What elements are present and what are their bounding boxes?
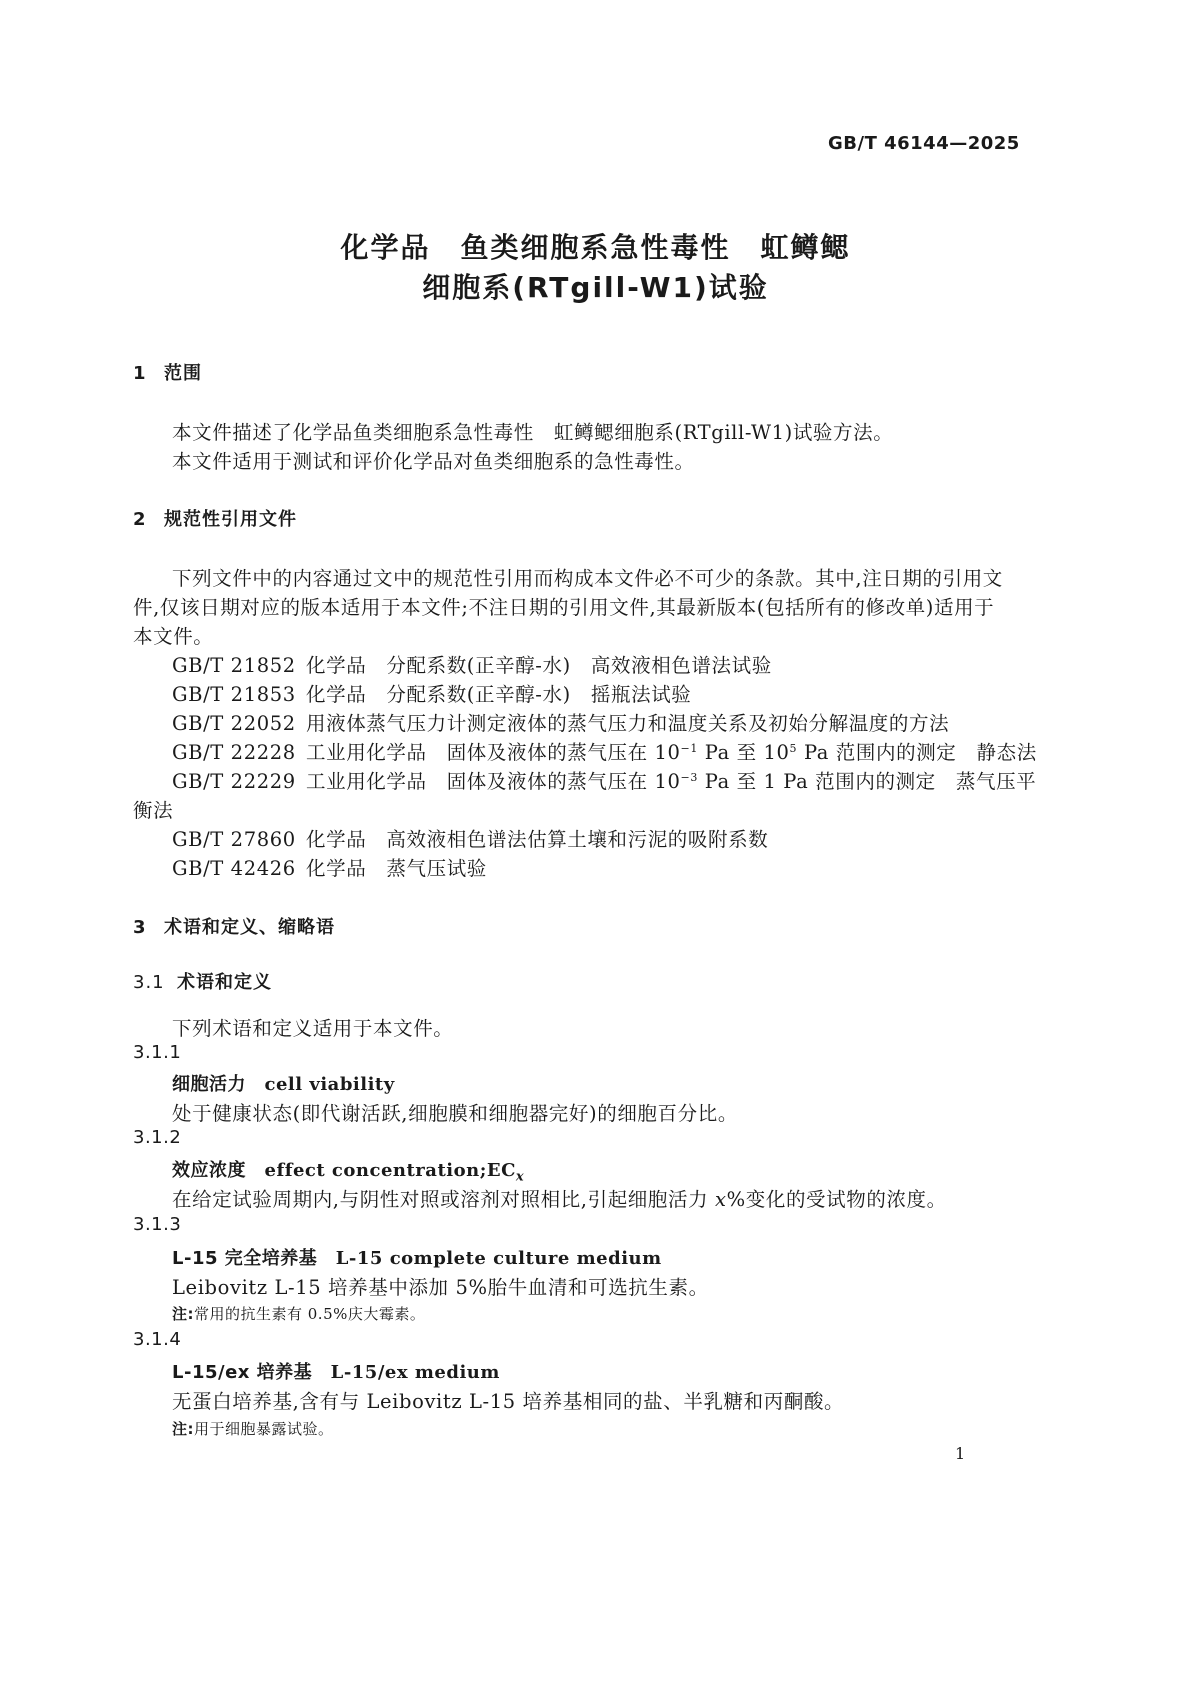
reference-title: 化学品 分配系数(正辛醇-水) 摇瓶法试验 (306, 683, 692, 706)
reference-item (172, 737, 1037, 765)
term-abbreviation: $EC_x$ (486, 1160, 525, 1185)
section-3-heading (133, 913, 335, 939)
reference-code: GB/T 22228 (172, 741, 296, 764)
term-number: 3.1.3 (133, 1214, 182, 1235)
term-number: 3.1.1 (133, 1042, 182, 1063)
paragraph: 下列术语和定义适用于本文件。 (172, 1017, 454, 1040)
section-1-heading (133, 359, 202, 385)
term-zh: 细胞活力 (172, 1074, 246, 1095)
note-label: 注: (172, 1420, 194, 1438)
term-heading (172, 1244, 662, 1270)
document-title-line-2: 细胞系(RTgill-W1)试验 (422, 271, 769, 304)
term-heading: 效应浓度 effect $concentration;EC_x$ (172, 1160, 525, 1185)
term-zh: L-15/ex 培养基 (172, 1362, 313, 1383)
term-zh: 效应浓度 (172, 1160, 246, 1181)
reference-item (172, 824, 768, 852)
section-number: 3 (133, 917, 147, 938)
paragraph-line: 本文件。 (133, 625, 214, 648)
reference-item (172, 708, 949, 736)
subsection-3-1-heading (133, 968, 272, 994)
term-en: cell viability (264, 1074, 395, 1095)
reference-code: GB/T 42426 (172, 857, 296, 880)
term-number: 3.1.2 (133, 1127, 182, 1148)
term-note (172, 1418, 334, 1439)
reference-title: 化学品 分配系数(正辛醇-水) 高效液相色谱法试验 (306, 654, 772, 677)
paragraph-line: 件,仅该日期对应的版本适用于本文件;不注日期的引用文件,其最新版本(包括所有的修改单)适用于 (133, 596, 995, 619)
term-heading (172, 1070, 395, 1096)
reference-title: 工业用化学品 固体及液体的蒸气压在 $10^{-1}$ Pa 至 $10^5$ Pa 范围内的测定 静态法 (306, 741, 1037, 764)
reference-continuation: 衡法 (133, 799, 174, 822)
term-definition: 在给定试验周期内,与阴性对照或溶剂对照相比,引起细胞活力 x%变化的受试物的浓度。 (172, 1188, 947, 1211)
term-number: 3.1.4 (133, 1329, 182, 1350)
reference-code: GB/T 27860 (172, 828, 296, 851)
term-en: effect concentration (264, 1160, 480, 1181)
term-heading (172, 1358, 500, 1384)
term-definition: 处于健康状态(即代谢活跃,细胞膜和细胞器完好)的细胞百分比。 (172, 1102, 738, 1125)
term-zh: L-15 完全培养基 (172, 1248, 318, 1269)
reference-code: GB/T 21852 (172, 654, 296, 677)
note-text: 常用的抗生素有 0.5%庆大霉素。 (194, 1305, 426, 1323)
reference-title: 化学品 高效液相色谱法估算土壤和污泥的吸附系数 (306, 828, 769, 851)
reference-item (172, 650, 772, 678)
reference-title: 工业用化学品 固体及液体的蒸气压在 $10^{-3}$ Pa 至 1 Pa 范围内的测定 蒸气压平 (306, 770, 1037, 793)
reference-item (172, 766, 1036, 794)
reference-item (172, 679, 691, 707)
term-definition: 无蛋白培养基,含有与 Leibovitz L-15 培养基相同的盐、半乳糖和丙酮酸。 (172, 1390, 845, 1413)
reference-code: GB/T 21853 (172, 683, 296, 706)
section-title: 范围 (164, 363, 202, 384)
reference-code: GB/T 22052 (172, 712, 296, 735)
note-text: 用于细胞暴露试验。 (194, 1420, 334, 1438)
term-en: L-15 complete culture medium (335, 1248, 662, 1269)
section-number: 2 (133, 509, 147, 530)
term-note (172, 1303, 425, 1324)
term-definition: Leibovitz L-15 培养基中添加 5%胎牛血清和可选抗生素。 (172, 1276, 709, 1299)
section-number: 1 (133, 363, 147, 384)
note-label: 注: (172, 1305, 194, 1323)
page-number: 1 (955, 1444, 966, 1463)
term-en: L-15/ex medium (330, 1362, 500, 1383)
standard-code: GB/T 46144—2025 (828, 133, 1020, 154)
paragraph: 本文件描述了化学品鱼类细胞系急性毒性 虹鳟鳃细胞系(RTgill-W1)试验方法。 (172, 421, 894, 444)
subsection-number: 3.1 (133, 972, 165, 993)
paragraph: 本文件适用于测试和评价化学品对鱼类细胞系的急性毒性。 (172, 450, 695, 473)
section-title: 术语和定义、缩略语 (164, 917, 335, 938)
document-title-line-1: 化学品 鱼类细胞系急性毒性 虹鳟鳃 (340, 231, 851, 264)
reference-code: GB/T 22229 (172, 770, 296, 793)
reference-item (172, 853, 487, 881)
reference-title: 用液体蒸气压力计测定液体的蒸气压力和温度关系及初始分解温度的方法 (306, 712, 950, 735)
section-title: 规范性引用文件 (164, 509, 297, 530)
paragraph-line: 下列文件中的内容通过文中的规范性引用而构成本文件必不可少的条款。其中,注日期的引用文 (172, 567, 1003, 590)
reference-title: 化学品 蒸气压试验 (306, 857, 487, 880)
section-2-heading (133, 505, 297, 531)
subsection-title: 术语和定义 (177, 972, 272, 993)
